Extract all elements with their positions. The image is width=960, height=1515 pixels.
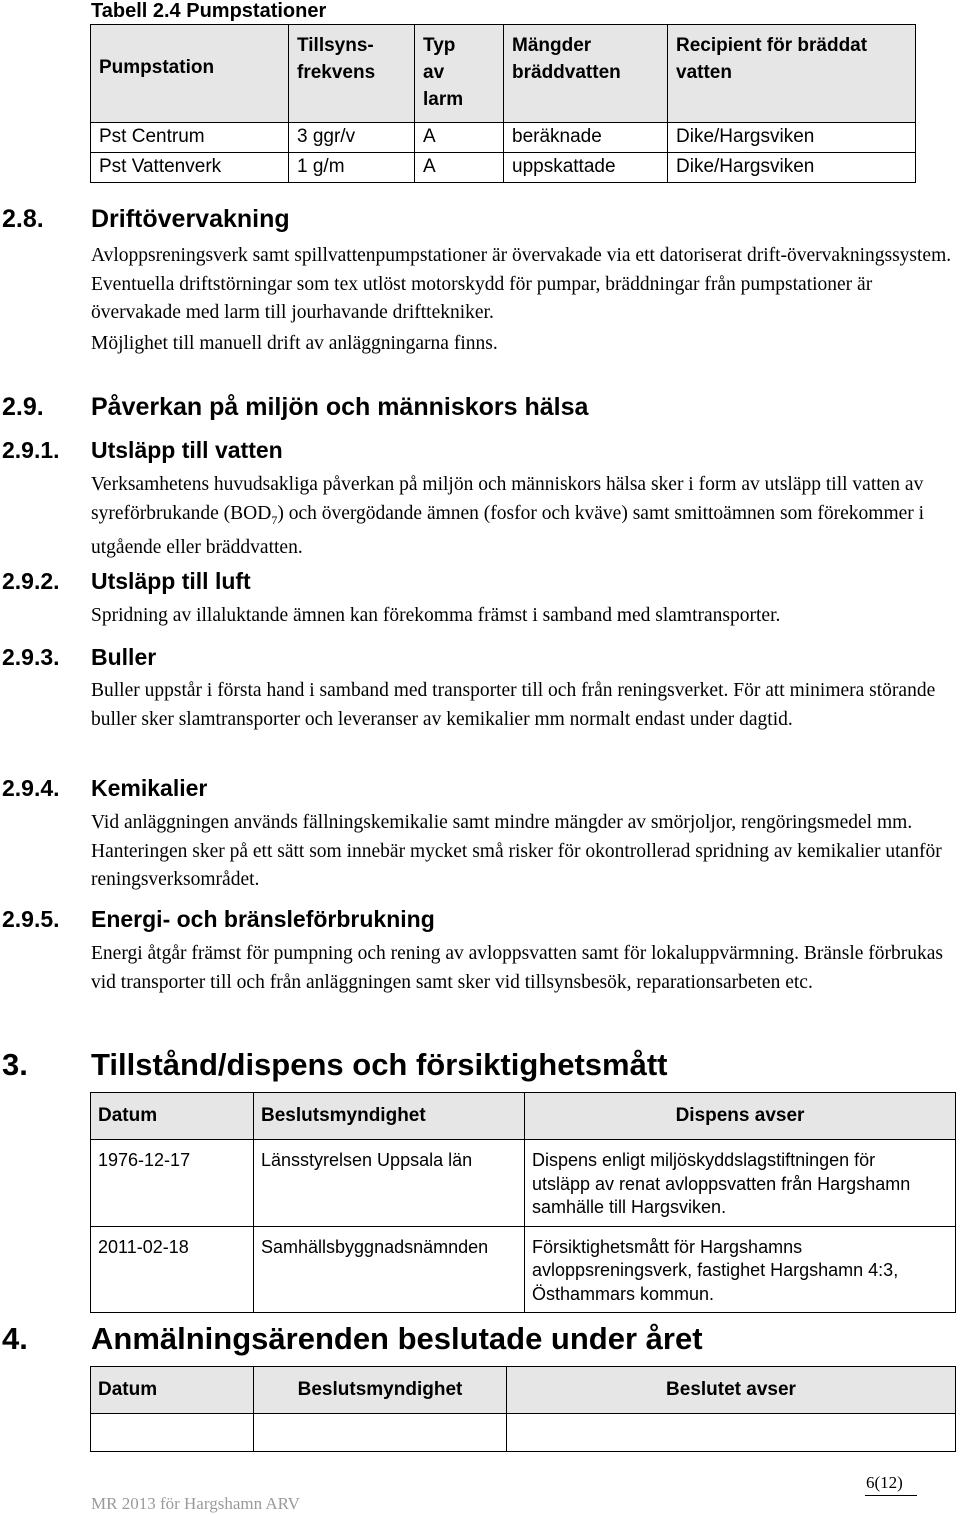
cell: 2011-02-18 — [91, 1226, 254, 1313]
col-header-tillsynsfrekvens-text: Tillsyns-frekvens — [297, 35, 376, 83]
paragraph: Avloppsreningsverk samt spillvattenpumpstationer är övervakade via ett datoriserat drift-övervakningssystem. Eventuella driftstörningar som tex utlöst motorskydd för pumpar, bräddningar från pumpstationer är övervakade med larm till jourhavande drifttekniker. — [91, 245, 952, 323]
col-header-datum: Datum — [91, 1367, 254, 1414]
section-heading: Buller — [91, 644, 157, 670]
page-number: 6(12) — [866, 1473, 903, 1492]
col-header-beslutet-avser: Beslutet avser — [507, 1367, 956, 1414]
paragraph — [91, 471, 956, 562]
table-header-row — [91, 25, 916, 123]
section-body — [91, 940, 956, 997]
cell: Samhällsbyggnadsnämnden — [254, 1226, 525, 1313]
table-row — [91, 1140, 956, 1227]
cell-text: Försiktighetsmått för Hargshamns avloppsreningsverk, fastighet Hargshamn 4:3, Östhammars kommun. — [532, 1236, 899, 1304]
table-row — [91, 1226, 956, 1313]
section-body — [91, 677, 956, 734]
footer-text: MR 2013 för Hargshamn ARV — [91, 1494, 300, 1513]
cell: Pst Centrum — [91, 123, 289, 153]
chapter-heading: Tillstånd/dispens och försiktighetsmått — [91, 1047, 668, 1082]
cell: 1976-12-17 — [91, 1140, 254, 1227]
section-number: 2.9.5. — [2, 906, 60, 932]
section-number: 2.9.4. — [2, 775, 60, 801]
col-header-typ-av-larm-text: Typ av larm — [423, 35, 464, 110]
text: ) och övergödande ämnen (fosfor och kväve) samt smittoämnen som förekommer i utgående eller bräddvatten. — [91, 502, 925, 558]
section-number: 2.9.2. — [2, 568, 60, 594]
col-header-mangder-text: Mängder bräddvatten — [512, 35, 621, 83]
paragraph: Möjlighet till manuell drift av anläggningarna finns. — [91, 332, 498, 354]
dispens-table — [90, 1092, 956, 1313]
paragraph: Vid anläggningen används fällningskemikalie samt mindre mängder av smörjoljor, rengöringsmedel mm. Hanteringen sker på ett sätt som innebär mycket små risker för okontrollerad spridning av kemikalier utanför reningsverksområdet. — [91, 812, 942, 890]
cell: Pst Vattenverk — [91, 153, 289, 183]
cell — [525, 1140, 956, 1227]
section-heading: Påverkan på miljön och människors hälsa — [91, 393, 589, 421]
chapter-number: 3. — [2, 1047, 28, 1082]
paragraph: Buller uppstår i första hand i samband med transporter till och från reningsverket. För att minimera störande buller sker slamtransporter och leveranser av kemikalier mm normalt endast under dagtid. — [91, 680, 936, 730]
col-header-typ-av-larm — [415, 25, 504, 123]
chapter-heading: Anmälningsärenden beslutade under året — [91, 1321, 703, 1356]
section-heading: Kemikalier — [91, 775, 208, 801]
text: Verksamhetens huvudsakliga påverkan på miljön och människors hälsa sker i form av utsläpp till vatten av syreförbrukande (BOD — [91, 474, 924, 524]
section-number: 2.8. — [2, 205, 44, 233]
section-body — [91, 602, 956, 631]
pumpstation-table — [90, 24, 916, 183]
section-heading: Utsläpp till vatten — [91, 437, 283, 463]
table-caption: Tabell 2.4 Pumpstationer — [91, 0, 327, 22]
cell: Dike/Hargsviken — [668, 153, 916, 183]
subscript: 7 — [271, 512, 278, 527]
footer-rule — [865, 1495, 917, 1496]
cell: A — [415, 153, 504, 183]
cell: uppskattade — [504, 153, 668, 183]
cell: 1 g/m — [289, 153, 415, 183]
chapter-number: 4. — [2, 1321, 28, 1356]
section-heading: Energi- och bränsleförbrukning — [91, 906, 435, 932]
section-body — [91, 471, 956, 562]
cell-text: Dispens enligt miljöskyddslagstiftningen för utsläpp av renat avloppsvatten från Hargshamn samhälle till Hargsviken. — [532, 1150, 911, 1217]
col-header-recipient — [668, 25, 916, 123]
col-header-dispens-avser: Dispens avser — [525, 1093, 956, 1140]
section-body — [91, 242, 956, 358]
anmalan-table — [90, 1366, 956, 1452]
cell: Dike/Hargsviken — [668, 123, 916, 153]
col-header-tillsynsfrekvens — [289, 25, 415, 123]
paragraph: Energi åtgår främst för pumpning och rening av avloppsvatten samt för lokaluppvärmning. Bränsle förbrukas vid transporter till och från anläggningen samt sker vid tillsynsbesök, reparationsarbeten etc. — [91, 943, 944, 993]
section-number: 2.9.3. — [2, 644, 60, 670]
table-header-row — [91, 1367, 956, 1414]
section-number: 2.9.1. — [2, 437, 60, 463]
table-row — [91, 153, 916, 183]
table-row — [91, 123, 916, 153]
section-heading: Utsläpp till luft — [91, 568, 251, 594]
cell: A — [415, 123, 504, 153]
cell — [254, 1414, 507, 1452]
col-header-datum: Datum — [91, 1093, 254, 1140]
cell — [91, 1414, 254, 1452]
col-header-pumpstation: Pumpstation — [91, 25, 289, 123]
cell — [525, 1226, 956, 1313]
section-body — [91, 809, 956, 895]
cell: beräknade — [504, 123, 668, 153]
col-header-beslutsmyndighet: Beslutsmyndighet — [254, 1367, 507, 1414]
col-header-mangder-braddvatten — [504, 25, 668, 123]
col-header-beslutsmyndighet: Beslutsmyndighet — [254, 1093, 525, 1140]
section-number: 2.9. — [2, 393, 44, 421]
paragraph: Spridning av illaluktande ämnen kan förekomma främst i samband med slamtransporter. — [91, 605, 781, 626]
section-heading: Driftövervakning — [91, 205, 290, 233]
table-row — [91, 1414, 956, 1452]
table-header-row — [91, 1093, 956, 1140]
col-header-recipient-text: Recipient för bräddat vatten — [676, 35, 868, 83]
cell: 3 ggr/v — [289, 123, 415, 153]
cell: Länsstyrelsen Uppsala län — [254, 1140, 525, 1227]
cell — [507, 1414, 956, 1452]
